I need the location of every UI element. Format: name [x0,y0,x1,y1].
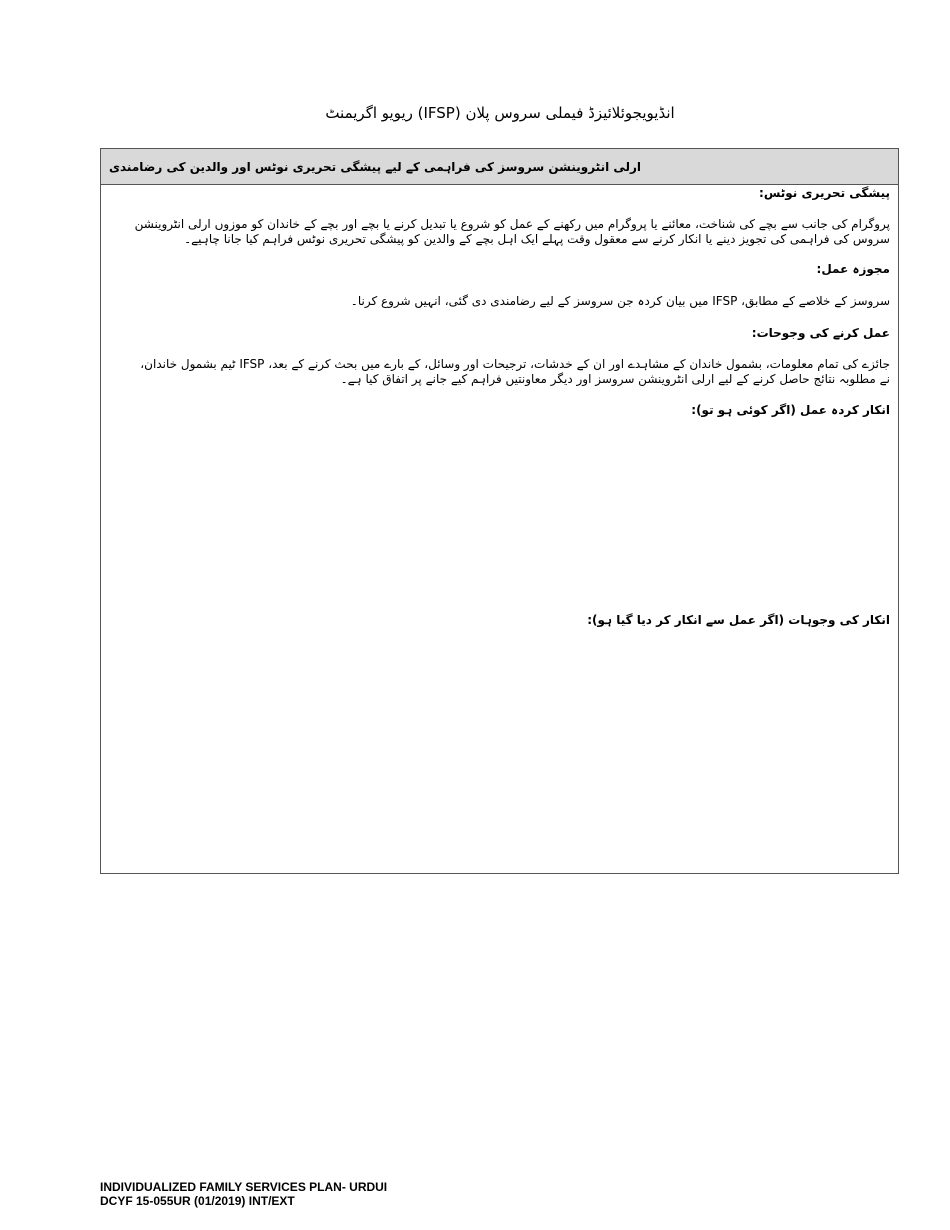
notice-form [100,148,899,874]
prior-notice-text: پروگرام کی جانب سے بچے کی شناخت، معائنے یا پروگرام میں رکھنے کے عمل کو شروع یا تبدیل کرنے یا بچے اور بچے کے خاندان کو موزوں ارلی انٹروینشن سروس کی فراہمی کی تجویز دینے یا انکار کرنے سے معقول وقت پہلے ایک اہل بچے کے والدین کو پیشگی تحریری نوٹس فراہم کیا جانا چاہیے۔ [134,217,890,246]
form-header [101,149,898,185]
proposed-action-text: سروسز کے خلاصے کے مطابق، IFSP میں بیان کردہ جن سروسز کے لیے رضامندی دی گئی، انہیں شروع کرنا۔ [350,294,890,308]
form-content [101,186,898,628]
refusal-reasons-heading: انکار کی وجوہات (اگر عمل سے انکار کر دیا گیا ہو): [587,613,890,627]
form-footer [100,1180,387,1208]
prior-notice-heading: پیشگی تحریری نوٹس: [759,186,890,200]
page-title: انڈیویجوئلائیزڈ فیملی سروس پلان (IFSP) ریویو اگریمنٹ [325,104,675,122]
footer-form-title: INDIVIDUALIZED FAMILY SERVICES PLAN- URDUI [100,1180,388,1194]
footer-form-code: DCYF 15-055UR (01/2019) INT/EXT [100,1194,295,1208]
reasons-heading: عمل کرنے کی وجوحات: [751,326,890,340]
form-header-label: ارلی انٹروینشن سروسز کی فراہمی کے لیے پیشگی تحریری نوٹس اور والدین کی رضامندی [109,159,642,174]
proposed-action-heading: مجوزہ عمل: [816,262,890,276]
reasons-text: جائزے کی تمام معلومات، بشمول خاندان کے مشاہدے اور ان کے خدشات، ترجیحات اور وسائل، کے بارے میں بحث کرنے کے بعد، IFSP ٹیم بشمول خاندان، نے مطلوبہ نتائج حاصل کرنے کے لیے ارلی انٹروینشن سروسز اور دیگر معاونتیں فراہم کیے جانے پر اتفاق کیا ہے۔ [140,357,890,386]
refused-action-heading: انکار کردہ عمل (اگر کوئی ہو تو): [691,403,890,417]
